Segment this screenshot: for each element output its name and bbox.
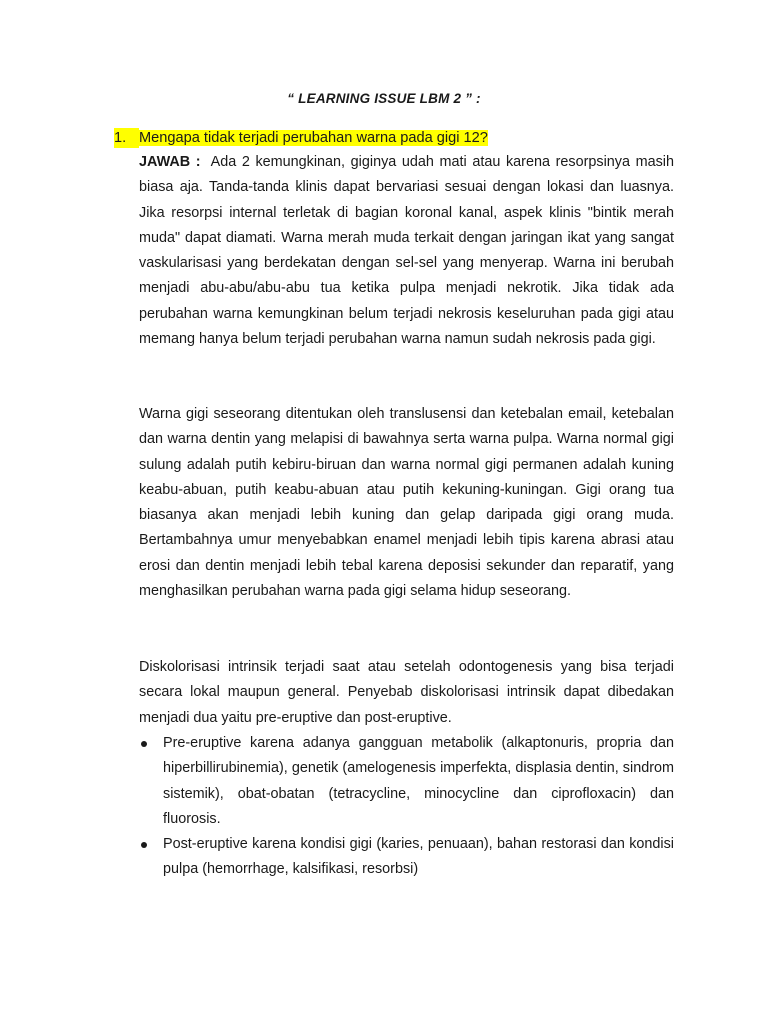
list-item xyxy=(139,832,674,883)
cause-list xyxy=(139,731,674,883)
question-text: Mengapa tidak terjadi perubahan warna pada gigi 12? xyxy=(139,130,488,146)
answer-label: JAWAB : xyxy=(139,154,201,170)
question-1 xyxy=(114,128,488,148)
bullet-icon xyxy=(141,741,147,747)
bullet-icon xyxy=(141,842,147,848)
answer-paragraph xyxy=(139,150,674,352)
document-title: “ LEARNING ISSUE LBM 2 ” : xyxy=(287,91,481,106)
list-item xyxy=(139,731,674,832)
paragraph-tooth-color: Warna gigi seseorang ditentukan oleh translusensi dan ketebalan email, ketebalan dan warna dentin yang melapisi di bawahnya serta warna pulpa. Warna normal gigi sulung adalah putih kebiru-biruan dan warna normal gigi permanen adalah kuning keabu-abuan, putih keabu-abuan atau putih kekuning-kuningan. Gigi orang tua biasanya akan menjadi lebih kuning dan gelap daripada gigi orang muda. Bertambahnya umur menyebabkan enamel menjadi lebih tipis karena abrasi atau erosi dan dentin menjadi lebih tebal karena deposisi sekunder dan reparatif, yang menghasilkan perubahan warna pada gigi selama hidup seseorang. xyxy=(139,406,674,600)
paragraph-intrinsic-discoloration: Diskolorisasi intrinsik terjadi saat atau setelah odontogenesis yang bisa terjadi secara lokal maupun general. Penyebab diskolorisasi intrinsik dapat dibedakan menjadi dua yaitu pre-eruptive dan post-eruptive. xyxy=(139,659,674,726)
list-item-text: Post-eruptive karena kondisi gigi (karies, penuaan), bahan restorasi dan kondisi pulpa (hemorrhage, kalsifikasi, resorbsi) xyxy=(163,836,674,878)
answer-text: Ada 2 kemungkinan, giginya udah mati atau karena resorpsinya masih biasa aja. Tanda-tanda klinis dapat bervariasi sesuai dengan lokasi dan luasnya. Jika resorpsi internal terletak di bagian koronal kanal, aspek klinis "bintik merah muda" dapat diamati. Warna merah muda terkait dengan jaringan ikat yang sangat vaskularisasi yang berdekatan dengan sel-sel yang menyerap. Warna ini berubah menjadi abu-abu/abu-abu tua ketika pulpa menjadi nekrotik. Jika tidak ada perubahan warna kemungkinan belum terjadi nekrosis keseluruhan pada gigi atau memang hanya belum terjadi perubahan warna namun sudah nekrosis pada gigi. xyxy=(139,154,674,348)
list-item-text: Pre-eruptive karena adanya gangguan metabolik (alkaptonuris, propria dan hiperbillirubinemia), genetik (amelogenesis imperfekta, displasia dentin, sindrom sistemik), obat-obatan (tetracycline, minocycline dan ciprofloxacin) dan fluorosis. xyxy=(163,735,674,827)
question-number: 1. xyxy=(114,128,139,148)
